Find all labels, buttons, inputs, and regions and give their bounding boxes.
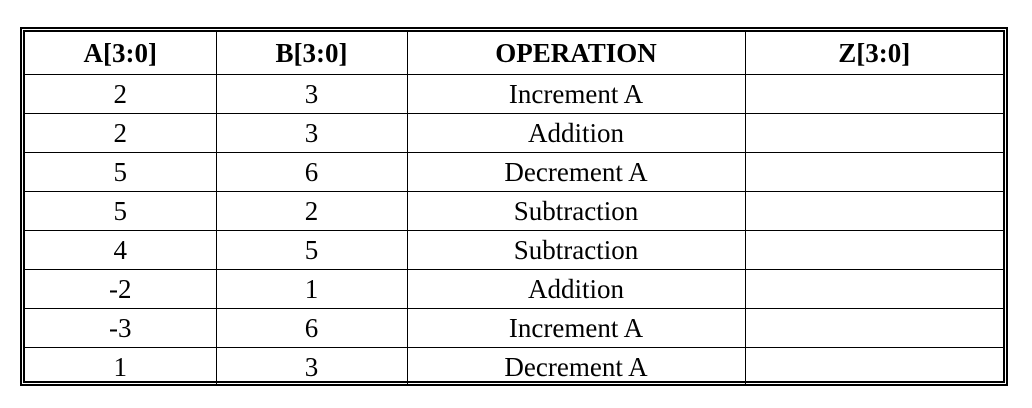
cell-operation: Subtraction — [407, 192, 745, 231]
cell-b: 1 — [216, 270, 407, 309]
cell-operation: Increment A — [407, 75, 745, 114]
cell-b: 5 — [216, 231, 407, 270]
cell-a: 4 — [25, 231, 216, 270]
header-b: B[3:0] — [216, 32, 407, 75]
cell-z — [745, 309, 1003, 348]
table-row — [25, 192, 1003, 231]
cell-b: 6 — [216, 153, 407, 192]
header-operation: OPERATION — [407, 32, 745, 75]
cell-a: 1 — [25, 348, 216, 387]
table-row — [25, 114, 1003, 153]
cell-b: 3 — [216, 114, 407, 153]
table-row — [25, 231, 1003, 270]
table-row — [25, 270, 1003, 309]
cell-a: -2 — [25, 270, 216, 309]
table-header-row — [25, 32, 1003, 75]
cell-z — [745, 192, 1003, 231]
cell-z — [745, 114, 1003, 153]
cell-z — [745, 270, 1003, 309]
cell-a: 5 — [25, 153, 216, 192]
cell-z — [745, 75, 1003, 114]
cell-a: -3 — [25, 309, 216, 348]
cell-b: 6 — [216, 309, 407, 348]
operation-table-grid — [25, 32, 1003, 386]
cell-b: 3 — [216, 348, 407, 387]
cell-b: 3 — [216, 75, 407, 114]
table-row — [25, 309, 1003, 348]
table-row — [25, 348, 1003, 387]
cell-operation: Decrement A — [407, 348, 745, 387]
cell-z — [745, 153, 1003, 192]
operation-table — [20, 27, 1008, 386]
cell-z — [745, 348, 1003, 387]
cell-operation: Increment A — [407, 309, 745, 348]
table-row — [25, 75, 1003, 114]
header-z: Z[3:0] — [745, 32, 1003, 75]
cell-z — [745, 231, 1003, 270]
cell-operation: Addition — [407, 114, 745, 153]
cell-b: 2 — [216, 192, 407, 231]
cell-a: 2 — [25, 75, 216, 114]
cell-operation: Subtraction — [407, 231, 745, 270]
cell-a: 2 — [25, 114, 216, 153]
cell-operation: Addition — [407, 270, 745, 309]
cell-operation: Decrement A — [407, 153, 745, 192]
header-a: A[3:0] — [25, 32, 216, 75]
table-row — [25, 153, 1003, 192]
cell-a: 5 — [25, 192, 216, 231]
